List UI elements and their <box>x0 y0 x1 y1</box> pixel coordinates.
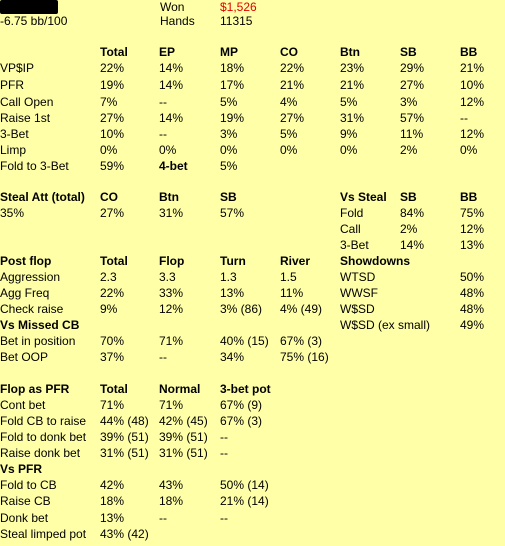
preflop-row-label: Raise 1st <box>0 111 51 125</box>
steal-header-co: CO <box>100 190 118 204</box>
flop-pfr-row-label: Raise donk bet <box>0 446 81 460</box>
preflop-cell: 10% <box>460 78 485 92</box>
preflop-row-label: 3-Bet <box>0 127 29 141</box>
winrate: -6.75 bb/100 <box>0 14 68 28</box>
postflop-cell: 33% <box>159 286 184 300</box>
preflop-cell: 0% <box>159 143 177 157</box>
vs-steal-cell: 84% <box>400 206 425 220</box>
postflop-cell: 3% (86) <box>220 302 263 316</box>
missed-cb-cell: 70% <box>100 334 125 348</box>
postflop-cell: 4% (49) <box>280 302 323 316</box>
postflop-header-river: River <box>280 254 311 268</box>
preflop-cell: 9% <box>340 127 358 141</box>
preflop-cell: 5% <box>340 95 358 109</box>
flop-pfr-title: Flop as PFR <box>0 382 70 396</box>
steal-title: Steal Att (total) <box>0 190 85 204</box>
vs-pfr-cell: 43% (42) <box>100 527 149 541</box>
vs-pfr-cell: 50% (14) <box>220 478 269 492</box>
missed-cb-cell: 37% <box>100 350 125 364</box>
preflop-header-sb: SB <box>400 45 417 59</box>
vs-steal-label: Call <box>340 222 361 236</box>
preflop-row-label: VP$IP <box>0 61 35 75</box>
showdown-value: 48% <box>460 302 485 316</box>
missed-cb-row-label: Bet in position <box>0 334 76 348</box>
flop-pfr-header-3bet: 3-bet pot <box>220 382 271 396</box>
won-label: Won <box>160 0 185 14</box>
steal-header-btn: Btn <box>159 190 179 204</box>
preflop-cell: -- <box>159 95 167 109</box>
flop-pfr-cell: 44% (48) <box>100 414 149 428</box>
preflop-header-co: CO <box>280 45 298 59</box>
flop-pfr-row-label: Fold to donk bet <box>0 430 87 444</box>
preflop-cell: 17% <box>220 78 245 92</box>
vs-pfr-row-label: Fold to CB <box>0 478 57 492</box>
preflop-cell: 19% <box>100 78 125 92</box>
vs-steal-cell: 13% <box>460 238 485 252</box>
vs-steal-cell: 14% <box>400 238 425 252</box>
postflop-header-total: Total <box>100 254 128 268</box>
flop-pfr-header-total: Total <box>100 382 128 396</box>
flop-pfr-cell: 31% (51) <box>159 446 208 460</box>
flop-pfr-cell: 39% (51) <box>100 430 149 444</box>
preflop-cell: 23% <box>340 61 365 75</box>
flop-pfr-cell: 67% (3) <box>220 414 263 428</box>
preflop-header-mp: MP <box>220 45 238 59</box>
preflop-cell: 29% <box>400 61 425 75</box>
preflop-header-ep: EP <box>159 45 176 59</box>
missed-cb-cell: 40% (15) <box>220 334 269 348</box>
preflop-cell: 0% <box>340 143 358 157</box>
showdowns-title: Showdowns <box>340 254 410 268</box>
flop-pfr-header-normal: Normal <box>159 382 201 396</box>
preflop-cell: -- <box>460 111 468 125</box>
preflop-cell: 4% <box>280 95 298 109</box>
flop-pfr-cell: 67% (9) <box>220 398 263 412</box>
missed-cb-row-label: Bet OOP <box>0 350 49 364</box>
vs-steal-cell: 2% <box>400 222 418 236</box>
flop-pfr-cell: 71% <box>100 398 125 412</box>
preflop-cell: 12% <box>460 127 485 141</box>
postflop-cell: 9% <box>100 302 118 316</box>
missed-cb-cell: 34% <box>220 350 245 364</box>
showdown-label: W$SD <box>340 302 375 316</box>
postflop-cell: 11% <box>280 286 304 300</box>
preflop-row-label: Fold to 3-Bet <box>0 159 69 173</box>
vs-steal-label: 3-Bet <box>340 238 369 252</box>
preflop-cell: 7% <box>100 95 118 109</box>
vs-steal-cell: 12% <box>460 222 485 236</box>
preflop-cell: 22% <box>100 61 125 75</box>
postflop-title: Post flop <box>0 254 52 268</box>
preflop-cell: 21% <box>460 61 485 75</box>
flop-pfr-cell: 31% (51) <box>100 446 149 460</box>
preflop-cell: 21% <box>280 78 305 92</box>
postflop-row-label: Check raise <box>0 302 64 316</box>
preflop-cell: -- <box>159 127 167 141</box>
steal-total: 35% <box>0 206 25 220</box>
vs-pfr-cell: 18% <box>100 494 125 508</box>
preflop-header-total: Total <box>100 45 128 59</box>
postflop-cell: 3.3 <box>159 270 176 284</box>
flop-pfr-cell: -- <box>220 430 228 444</box>
vs-pfr-cell: 13% <box>100 511 125 525</box>
flop-pfr-cell: 42% (45) <box>159 414 208 428</box>
preflop-cell: 5% <box>280 127 298 141</box>
preflop-row-label: PFR <box>0 78 24 92</box>
steal-cell: 57% <box>220 206 245 220</box>
missed-cb-title: Vs Missed CB <box>0 318 80 332</box>
four-bet-label: 4-bet <box>159 159 188 173</box>
preflop-cell: 5% <box>220 159 238 173</box>
vs-pfr-cell: 43% <box>159 478 184 492</box>
showdown-value: 50% <box>460 270 485 284</box>
vs-steal-label: Fold <box>340 206 364 220</box>
preflop-cell: 2% <box>400 143 418 157</box>
preflop-cell: 27% <box>400 78 425 92</box>
postflop-cell: 1.3 <box>220 270 237 284</box>
preflop-cell: 3% <box>220 127 238 141</box>
vs-pfr-cell: 18% <box>159 494 184 508</box>
vs-pfr-title: Vs PFR <box>0 462 43 476</box>
showdown-value: 48% <box>460 286 485 300</box>
vs-pfr-row-label: Raise CB <box>0 494 51 508</box>
vs-steal-header-sb: SB <box>400 190 417 204</box>
missed-cb-cell: 67% (3) <box>280 334 323 348</box>
preflop-cell: 12% <box>460 95 485 109</box>
postflop-cell: 2.3 <box>100 270 117 284</box>
postflop-cell: 13% <box>220 286 245 300</box>
flop-pfr-row-label: Cont bet <box>0 398 46 412</box>
steal-cell: 27% <box>100 206 125 220</box>
preflop-cell: 0% <box>100 143 118 157</box>
preflop-cell: 18% <box>220 61 245 75</box>
redacted-player-name <box>0 0 58 14</box>
steal-cell: 31% <box>159 206 184 220</box>
preflop-cell: 5% <box>220 95 238 109</box>
preflop-cell: 0% <box>460 143 478 157</box>
postflop-header-flop: Flop <box>159 254 185 268</box>
showdown-label: WTSD <box>340 270 376 284</box>
steal-header-sb: SB <box>220 190 237 204</box>
showdown-label: W$SD (ex small) <box>340 318 431 332</box>
missed-cb-cell: 75% (16) <box>280 350 329 364</box>
postflop-row-label: Aggression <box>0 270 61 284</box>
preflop-cell: 31% <box>340 111 365 125</box>
vs-pfr-cell: -- <box>220 511 228 525</box>
preflop-cell: 21% <box>340 78 365 92</box>
preflop-cell: 10% <box>100 127 125 141</box>
flop-pfr-cell: -- <box>220 446 228 460</box>
postflop-cell: 22% <box>100 286 125 300</box>
vs-pfr-row-label: Steal limped pot <box>0 527 87 541</box>
flop-pfr-row-label: Fold CB to raise <box>0 414 87 428</box>
preflop-cell: 22% <box>280 61 305 75</box>
vs-pfr-cell: 21% (14) <box>220 494 269 508</box>
preflop-cell: 0% <box>220 143 238 157</box>
preflop-header-bb: BB <box>460 45 478 59</box>
vs-steal-title: Vs Steal <box>340 190 387 204</box>
vs-pfr-cell: -- <box>159 511 167 525</box>
hands-label: Hands <box>160 14 195 28</box>
flop-pfr-cell: 71% <box>159 398 184 412</box>
postflop-row-label: Agg Freq <box>0 286 50 300</box>
showdown-value: 49% <box>460 318 485 332</box>
missed-cb-cell: -- <box>159 350 167 364</box>
preflop-cell: 19% <box>220 111 245 125</box>
preflop-cell: 27% <box>280 111 305 125</box>
preflop-cell: 14% <box>159 78 184 92</box>
won-value: $1,526 <box>220 0 257 14</box>
preflop-cell: 11% <box>400 127 424 141</box>
preflop-cell: 14% <box>159 111 184 125</box>
postflop-header-turn: Turn <box>220 254 246 268</box>
preflop-cell: 0% <box>280 143 298 157</box>
showdown-label: WWSF <box>340 286 378 300</box>
vs-pfr-cell: 42% <box>100 478 125 492</box>
vs-pfr-row-label: Donk bet <box>0 511 49 525</box>
postflop-cell: 12% <box>159 302 184 316</box>
flop-pfr-cell: 39% (51) <box>159 430 208 444</box>
preflop-cell: 57% <box>400 111 425 125</box>
preflop-row-label: Limp <box>0 143 27 157</box>
vs-steal-header-bb: BB <box>460 190 478 204</box>
preflop-row-label: Call Open <box>0 95 54 109</box>
vs-steal-cell: 75% <box>460 206 485 220</box>
postflop-cell: 1.5 <box>280 270 297 284</box>
hands-value: 11315 <box>220 14 253 28</box>
missed-cb-cell: 71% <box>159 334 184 348</box>
preflop-cell: 59% <box>100 159 125 173</box>
preflop-cell: 14% <box>159 61 184 75</box>
preflop-header-btn: Btn <box>340 45 360 59</box>
preflop-cell: 3% <box>400 95 418 109</box>
preflop-cell: 27% <box>100 111 125 125</box>
